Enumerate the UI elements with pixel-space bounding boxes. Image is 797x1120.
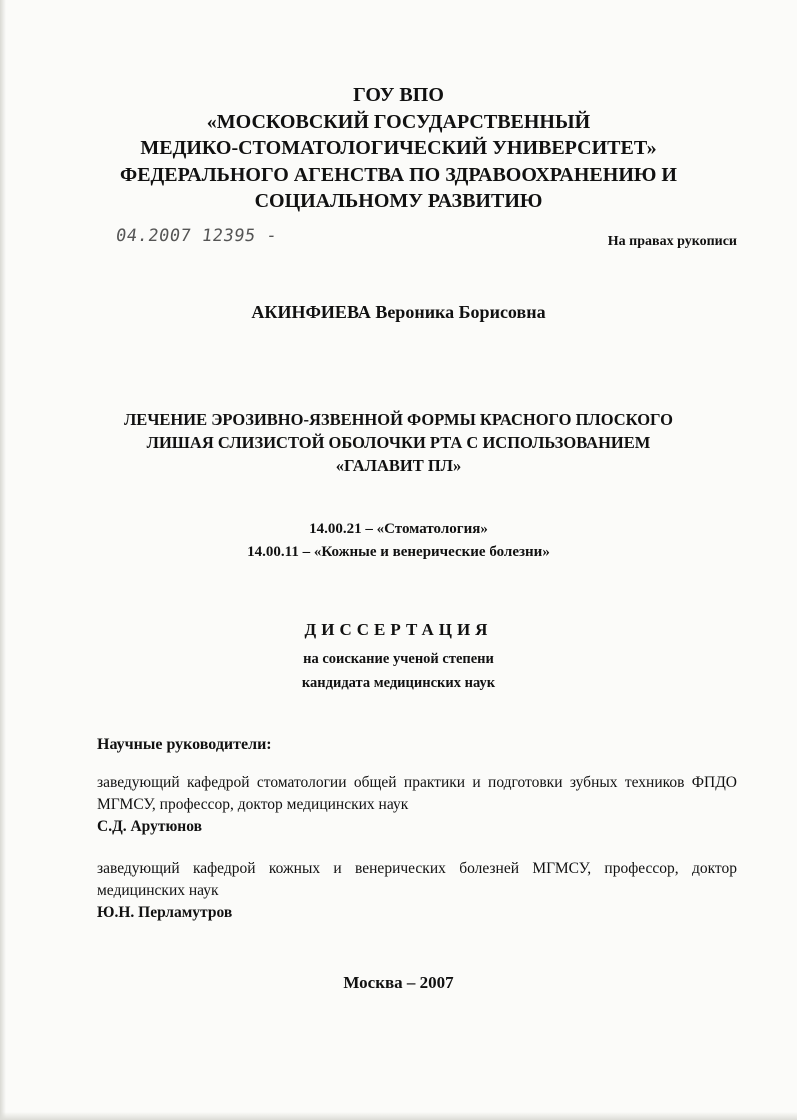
supervisor-position: заведующий кафедрой стоматологии общей практики и подготовки зубных техников ФПДО МГМСУ, профессор, доктор медицинских наук [97,774,737,813]
author-name: АКИНФИЕВА Вероника Борисовна [251,302,546,322]
org-line: СОЦИАЛЬНОМУ РАЗВИТИЮ [254,190,543,212]
supervisors-heading: Научные руководители: [97,736,272,753]
title-line: ЛЕЧЕНИЕ ЭРОЗИВНО-ЯЗВЕННОЙ ФОРМЫ КРАСНОГО ПЛОСКОГО [124,410,673,429]
org-line: ГОУ ВПО [353,84,444,106]
specialty-line: 14.00.11 – «Кожные и венерические болезни» [247,544,550,560]
scan-edge-bottom [0,1112,797,1120]
dissertation-subtitle [0,647,797,695]
dissertation-label: ДИССЕРТАЦИЯ [304,620,493,639]
dissertation-title [0,408,797,477]
subtitle-line: кандидата медицинских наук [301,675,496,691]
registration-stamp: 04.2007 12395 - [114,226,279,246]
organization-header [0,82,797,215]
supervisor-name: С.Д. Арутюнов [97,818,202,835]
supervisor-entry [97,772,737,838]
supervisor-entry [97,858,737,924]
city-year: Москва – 2007 [343,973,454,992]
specialty-line: 14.00.21 – «Стоматология» [309,521,488,537]
org-line: ФЕДЕРАЛЬНОГО АГЕНСТВА ПО ЗДРАВООХРАНЕНИЮ И [120,163,677,186]
org-line: МЕДИКО-СТОМАТОЛОГИЧЕСКИЙ УНИВЕРСИТЕТ» [140,137,657,159]
title-line: «ГАЛАВИТ ПЛ» [335,456,462,475]
title-line: ЛИШАЯ СЛИЗИСТОЙ ОБОЛОЧКИ РТА С ИСПОЛЬЗОВАНИЕМ [146,433,651,452]
rights-notice: На правах рукописи [607,234,737,249]
supervisor-position: заведующий кафедрой кожных и венерических болезней МГМСУ, профессор, доктор медицинских наук [97,860,737,899]
subtitle-line: на соискание ученой степени [303,651,494,667]
specialties [0,518,797,564]
supervisor-name: Ю.Н. Перламутров [97,904,233,921]
org-line: «МОСКОВСКИЙ ГОСУДАРСТВЕННЫЙ [206,110,591,133]
